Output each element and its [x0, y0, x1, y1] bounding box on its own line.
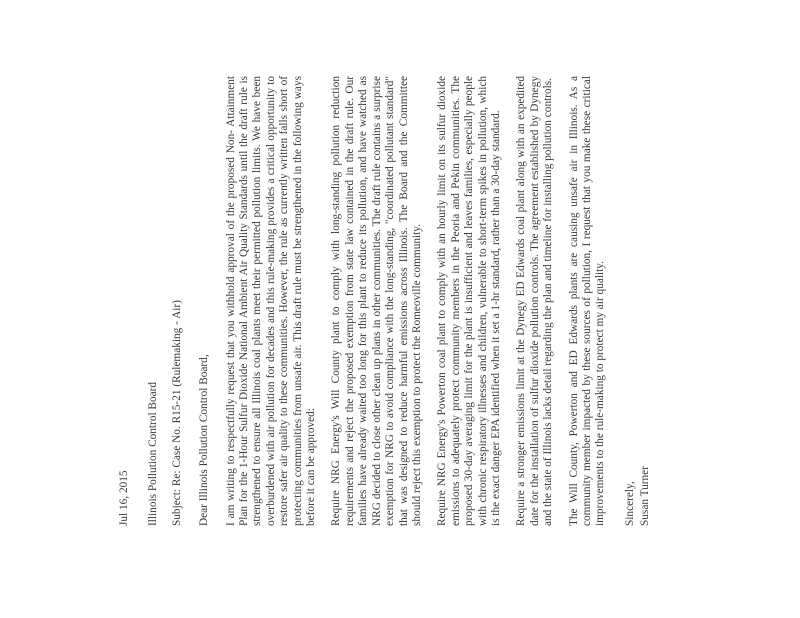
paragraph-request-will-county: Require NRG Energy's Will County plant to comply with long-standing pollution reduction requirements and reject the proposed exemption from state law contained in the draft rule. Our families have already waited too long for this plant to reduce its pollution, and have watched as NRG decided to close other clean up plans in other communities. The draft rule contains a surprise exemption for NRG to avoid compliance with the long-standing, "coordinated pollutant standard" that was designed to reduce harmful emissions across Illinois. The Board and the Committee should reject this exemption to protect the Romeoville community. — [330, 76, 423, 526]
letter-body — [118, 76, 655, 526]
paragraph-request-powerton: Require NRG Energy's Powerton coal plant to comply with an hourly limit on its sulfur dioxide emissions to adequately protect community members in the Peoria and Pekin communities. The proposed 30-day averaging limit for the plant is insufficient and leaves families, especially people with chronic respiratory illnesses and children, vulnerable to short-term spikes in pollution, which is the exact danger EPA identified when it set a 1-hr standard, rather than a 30-day standard. — [436, 76, 502, 526]
recipient-line: Illinois Pollution Control Board — [147, 381, 160, 526]
paragraph-request-edwards: Require a stronger emissions limit at the Dynegy ED Edwards coal plant along with an expedited date for the installation of sulfur dioxide pollution controls. The agreement established by Dynegy and the state of Illinois lacks detail regarding the plan and timeline for installing pollution controls. — [515, 76, 555, 526]
signer-name: Susan Turner — [639, 466, 652, 526]
subject-line: Subject: Re: Case No. R15-21 (Rulemaking - Air) — [170, 300, 183, 526]
letter-date: Jul 16, 2015 — [118, 470, 130, 526]
salutation: Dear Illinois Pollution Control Board, — [198, 354, 211, 526]
letter-closing — [624, 76, 653, 526]
valediction: Sincerely, — [623, 481, 636, 526]
paragraph-closing-statement: The Will County, Powerton and ED Edwards plants are causing unsafe air in Illinois. As a community member impacted by these sources of pollution, I request that you make these critical improvements to the rule-making to protect my air quality. — [567, 76, 607, 526]
paragraph-intro: I am writing to respectfully request that you withhold approval of the proposed Non- Attainment Plan for the 1-Hour Sulfur Dioxide National Ambient Air Quality Standards until the draft rule is strengthened to ensure all Illinois coal plants meet their permitted pollution limits. We have been overburdened with air pollution for decades and this rule-making provides a critical opportunity to restore safer air quality to these communities. However, the rule as currently written falls short of protecting communities from unsafe air. This draft rule must be strengthened in the following ways before it can be approved: — [224, 76, 318, 526]
